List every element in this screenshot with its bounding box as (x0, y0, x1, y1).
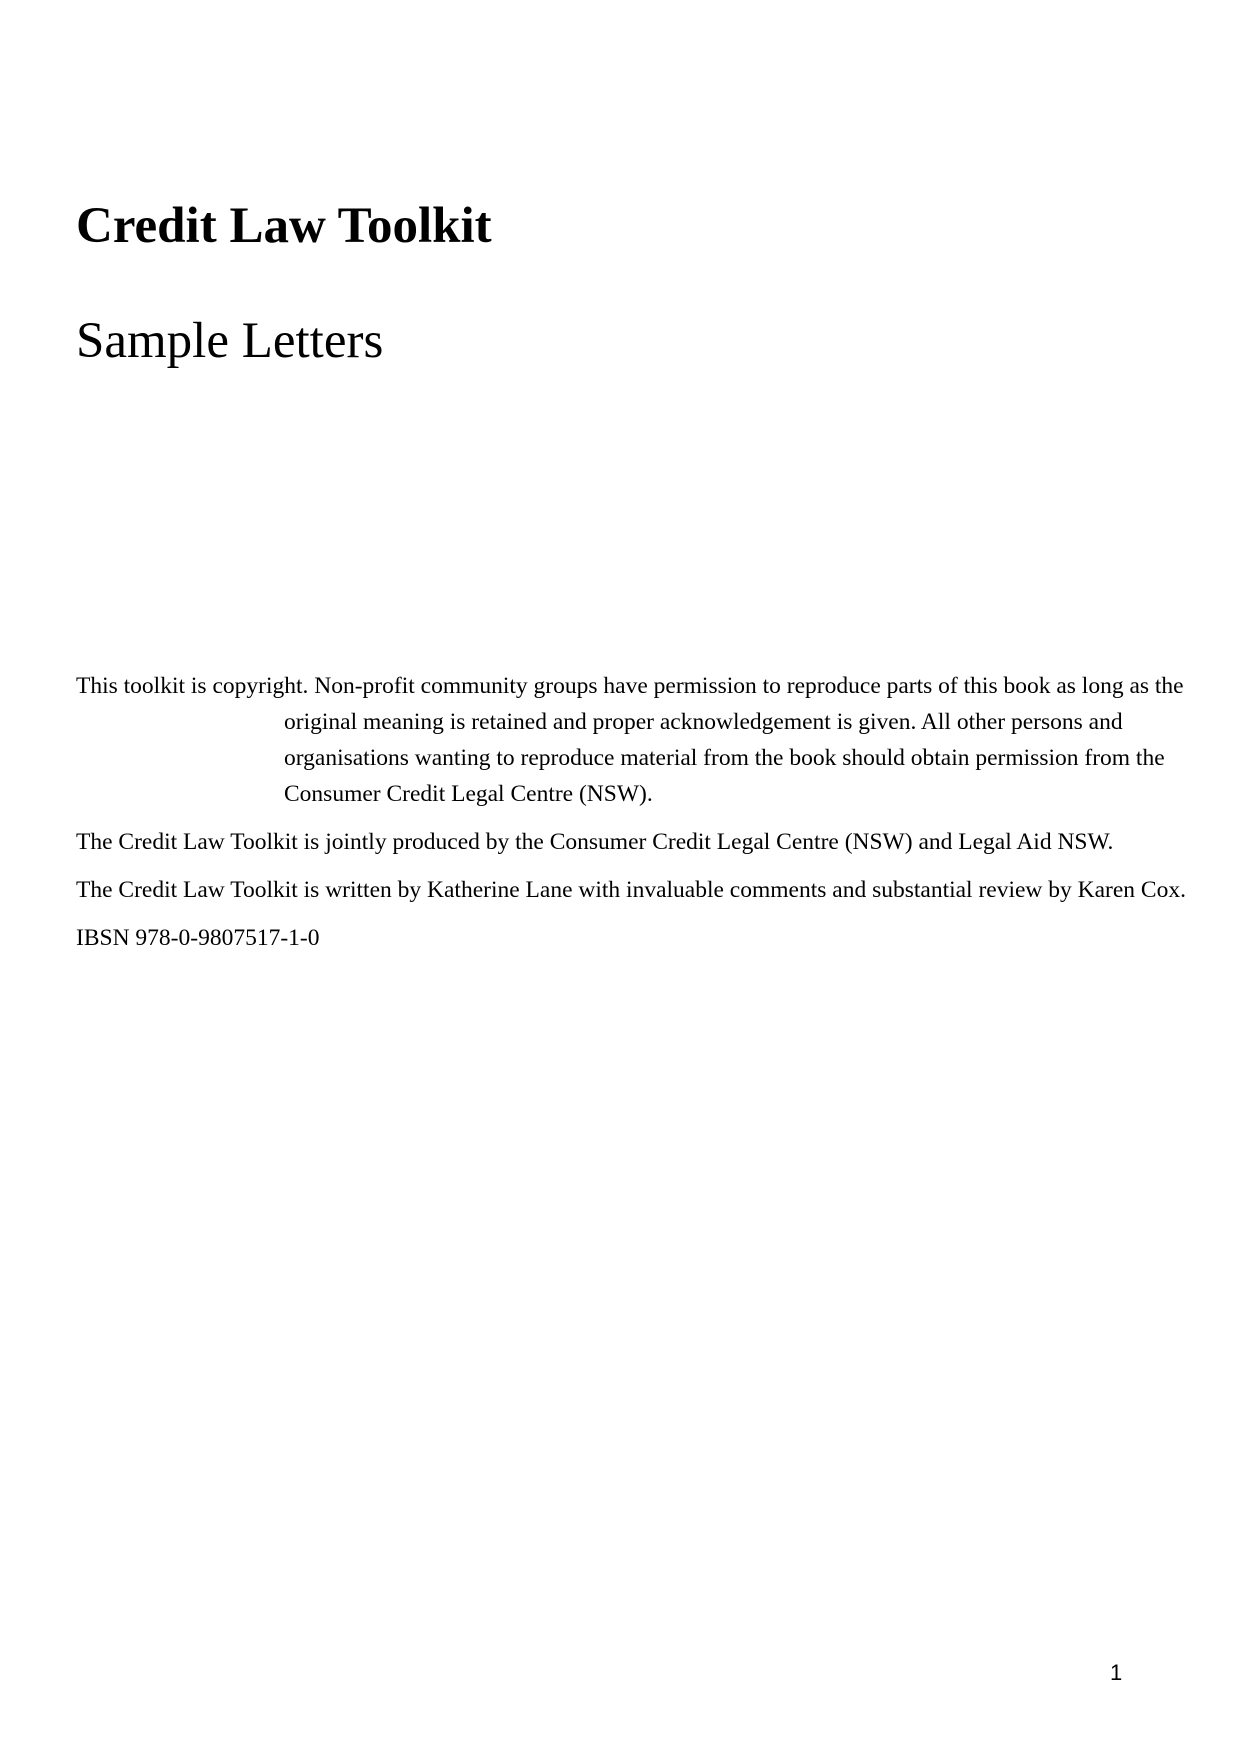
document-subtitle: Sample Letters (76, 313, 384, 369)
author-credit-paragraph: The Credit Law Toolkit is written by Katherine Lane with invaluable comments and substantial review by Karen Cox. (76, 877, 1186, 903)
copyright-notice (76, 668, 1186, 968)
production-credit-paragraph: The Credit Law Toolkit is jointly produced by the Consumer Credit Legal Centre (NSW) and Legal Aid NSW. (76, 829, 1114, 855)
page-number: 1 (1110, 1660, 1123, 1685)
document-title: Credit Law Toolkit (76, 198, 492, 254)
copyright-paragraph: This toolkit is copyright. Non-profit community groups have permission to reproduce parts of this book as long as the original meaning is retained and proper acknowledgement is given. All other persons and organisations wanting to reproduce material from the book should obtain permission from the Consumer Credit Legal Centre (NSW). (76, 673, 1184, 807)
isbn-line: IBSN 978-0-9807517-1-0 (76, 925, 320, 951)
